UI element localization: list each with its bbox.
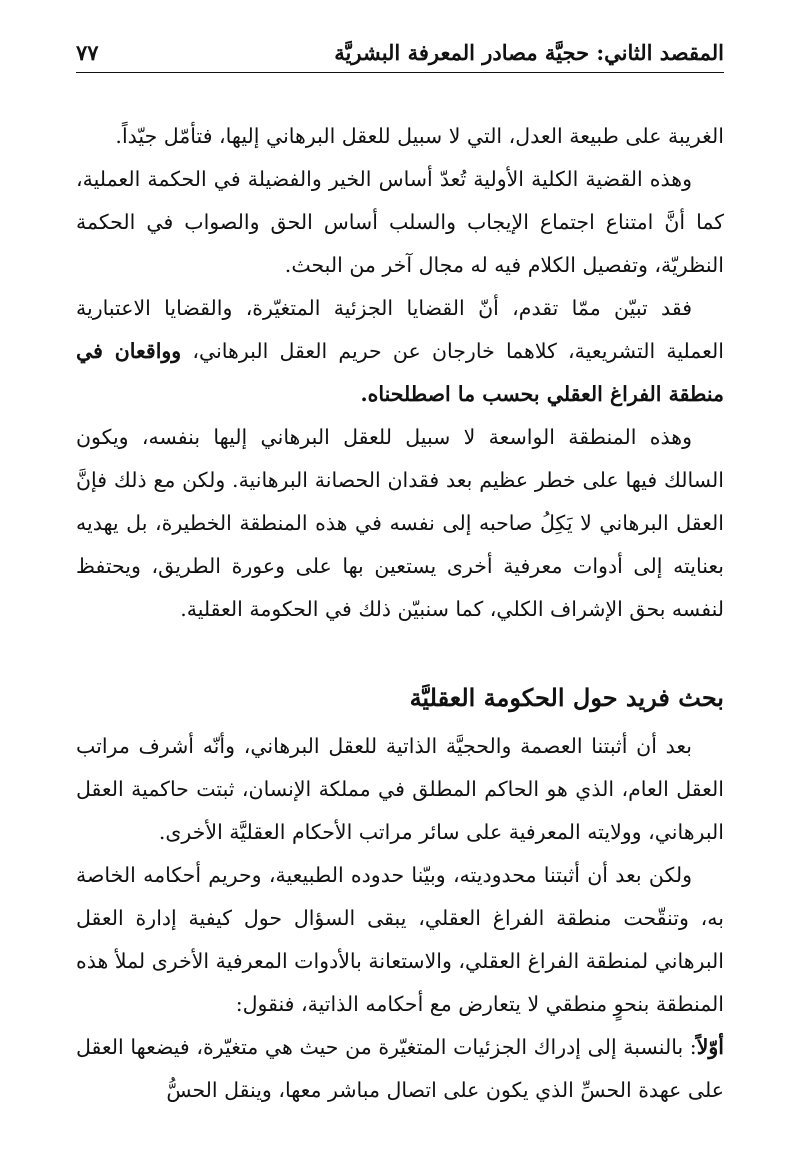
paragraph-6: ولكن بعد أن أثبتنا محدوديته، وبيّنا حدوده الطبيعية، وحريم أحكامه الخاصة به، وتنقّحت منطقة الفراغ العقلي، يبقى السؤال حول كيفية إدارة العقل البرهاني لمنطقة الفراغ العقلي، والاستعانة بالأدوات المعرفية الأخرى لملأ هذه المنطقة بنحوٍ منطقي لا يتعارض مع أحكامه الذاتية، فنقول: [76,863,724,1016]
running-header [76,28,724,68]
header-rule [76,72,724,73]
paragraph-5: بعد أن أثبتنا العصمة والحجيَّة الذاتية للعقل البرهاني، وأنّه أشرف مراتب العقل العام، الذي هو الحاكم المطلق في مملكة الإنسان، ثبتت حاكمية العقل البرهاني، وولايته المعرفية على سائر مراتب الأحكام العقليَّة الأخرى. [76,734,724,844]
paragraph-3: فقد تبيّن ممّا تقدم، أنّ القضايا الجزئية المتغيّرة، والقضايا الاعتبارية العملية التشريعية، كلاهما خارجان عن حريم العقل البرهاني، وواقعان في منطقة الفراغ العقلي بحسب ما اصطلحناه. [76,296,724,406]
paragraph-1: الغريبة على طبيعة العدل، التي لا سبيل للعقل البرهاني إليها، فتأمّل جيّداً. [115,124,724,148]
bold-lead-word: أوّلاً [696,1035,724,1059]
paragraph-7: أوّلاً: بالنسبة إلى إدراك الجزئيات المتغيّرة من حيث هي متغيّرة، فيضعها العقل على عهدة الحسِّ الذي يكون على اتصال مباشر معها، وينقل الحسُّ [76,1035,724,1102]
bold-emphasis: وواقعان في منطقة الفراغ العقلي بحسب ما اصطلحناه. [76,339,724,406]
body-text [76,115,724,1112]
paragraph-4: وهذه المنطقة الواسعة لا سبيل للعقل البرهاني إليها بنفسه، ويكون السالك فيها على خطر عظيم بعد فقدان الحصانة البرهانية. ولكن مع ذلك فإنَّ العقل البرهاني لا يَكِلُ صاحبه إلى نفسه في هذه المنطقة الخطيرة، بل يهديه بعنايته إلى أدوات معرفية أخرى يستعين بها على وعورة الطريق، ويحتفظ لنفسه بحق الإشراف الكلي، كما سنبيّن ذلك في الحكومة العقلية. [76,425,724,621]
paragraph-2: وهذه القضية الكلية الأولية تُعدّ أساس الخير والفضيلة في الحكمة العملية، كما أنَّ امتناع اجتماع الإيجاب والسلب أساس الحق والصواب في الحكمة النظريّة، وتفصيل الكلام فيه له مجال آخر من البحث. [76,167,724,277]
section-title: بحث فريد حول الحكومة العقليَّة [409,683,724,712]
page-number: ٧٧ [76,40,99,65]
chapter-title: المقصد الثاني: حجيَّة مصادر المعرفة البشريَّة [334,40,724,65]
